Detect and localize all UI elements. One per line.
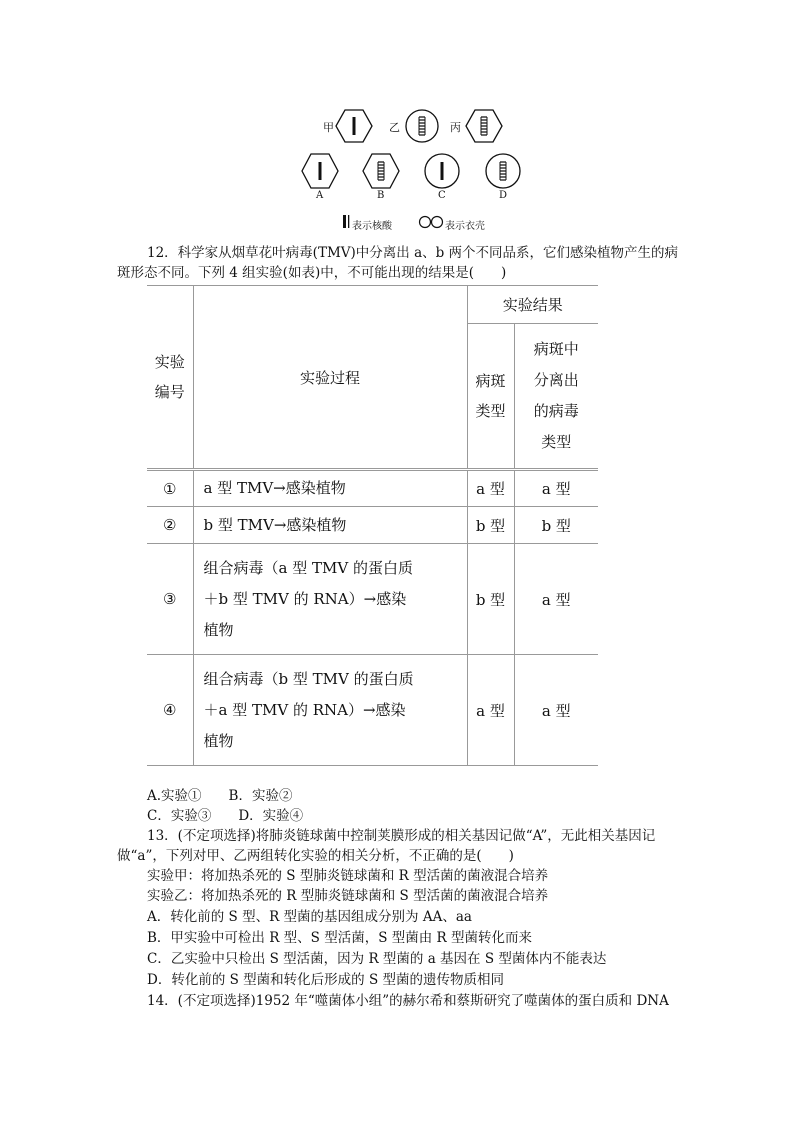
header-process: 实验过程	[193, 286, 467, 470]
virus-a-nucleic-acid	[319, 162, 322, 180]
q12-stem-line1: 12．科学家从烟草花叶病毒(TMV)中分离出 a、b 两个不同品系，它们感染植物产生的病	[147, 245, 679, 261]
q13-experiment-b: 实验乙：将加热杀死的 R 型肺炎链球菌和 S 型活菌的菌液混合培养	[147, 888, 549, 904]
table-row	[147, 507, 598, 544]
q12-options-row1: A.实验① B．实验②	[147, 788, 293, 804]
header-isolated-virus-type: 病斑中 分离出 的病毒 类型	[514, 324, 598, 470]
label-a: A	[316, 190, 324, 201]
q12-stem-line2: 斑形态不同。下列 4 组实验(如表)中，不可能出现的结果是( )	[117, 265, 507, 281]
table-row	[147, 544, 598, 655]
q13-option-a: A．转化前的 S 型、R 型菌的基因组成分别为 AA、aa	[147, 909, 472, 925]
legend-nucleic-text: 表示核酸	[352, 221, 392, 232]
label-yi: 乙	[389, 121, 400, 134]
row-lesion-type: b 型	[467, 544, 514, 655]
q13-stem-line1: 13．(不定项选择)将肺炎链球菌中控制荚膜形成的相关基因记做“A”，无此相关基因记	[147, 828, 656, 844]
header-experiment-id: 实验 编号	[147, 286, 193, 470]
row-isolated-type: b 型	[514, 507, 598, 544]
legend-nucleic-icon	[343, 215, 346, 228]
label-b: B	[377, 190, 385, 201]
virus-c-nucleic-acid	[441, 162, 444, 180]
row-id: ③	[147, 544, 193, 655]
q13-option-d: D．转化前的 S 型菌和转化后形成的 S 型菌的遗传物质相同	[147, 972, 504, 988]
q13-option-c: C．乙实验中只检出 S 型活菌，因为 R 型菌的 a 基因在 S 型菌体内不能表达	[147, 951, 607, 967]
label-jia: 甲	[323, 121, 334, 134]
row-isolated-type: a 型	[514, 470, 598, 507]
header-result: 实验结果	[467, 286, 598, 324]
table-row	[147, 470, 598, 507]
row-isolated-type: a 型	[514, 544, 598, 655]
q12-options-row2: C．实验③ D．实验④	[147, 808, 304, 824]
table-row	[147, 655, 598, 766]
row-isolated-type: a 型	[514, 655, 598, 766]
row-lesion-type: a 型	[467, 470, 514, 507]
q13-option-b: B．甲实验中可检出 R 型、S 型活菌，S 型菌由 R 型菌转化而来	[147, 930, 532, 946]
row-lesion-type: a 型	[467, 655, 514, 766]
legend-shell-icon	[420, 217, 431, 228]
row-id: ②	[147, 507, 193, 544]
row-id: ①	[147, 470, 193, 507]
label-d: D	[499, 190, 508, 201]
row-lesion-type: b 型	[467, 507, 514, 544]
row-process: 组合病毒（b 型 TMV 的蛋白质 ＋a 型 TMV 的 RNA）→感染 植物	[193, 655, 467, 766]
row-id: ④	[147, 655, 193, 766]
label-c: C	[438, 190, 446, 201]
legend-shell-text: 表示衣壳	[445, 221, 485, 232]
virus-jia-nucleic-acid	[353, 117, 356, 135]
row-process: 组合病毒（a 型 TMV 的蛋白质 ＋b 型 TMV 的 RNA）→感染 植物	[193, 544, 467, 655]
q13-stem-line2: 做“a”，下列对甲、乙两组转化实验的相关分析，不正确的是( )	[117, 848, 514, 864]
label-bing: 丙	[450, 121, 461, 134]
row-process: a 型 TMV→感染植物	[193, 470, 467, 507]
q14-stem-line1: 14．(不定项选择)1952 年“噬菌体小组”的赫尔希和蔡斯研究了噬菌体的蛋白质和 DNA	[147, 993, 669, 1009]
virus-diagram	[300, 100, 540, 235]
q13-experiment-a: 实验甲：将加热杀死的 S 型肺炎链球菌和 R 型活菌的菌液混合培养	[147, 868, 549, 884]
experiment-table	[147, 285, 598, 766]
row-process: b 型 TMV→感染植物	[193, 507, 467, 544]
header-lesion-type: 病斑 类型	[467, 324, 514, 470]
